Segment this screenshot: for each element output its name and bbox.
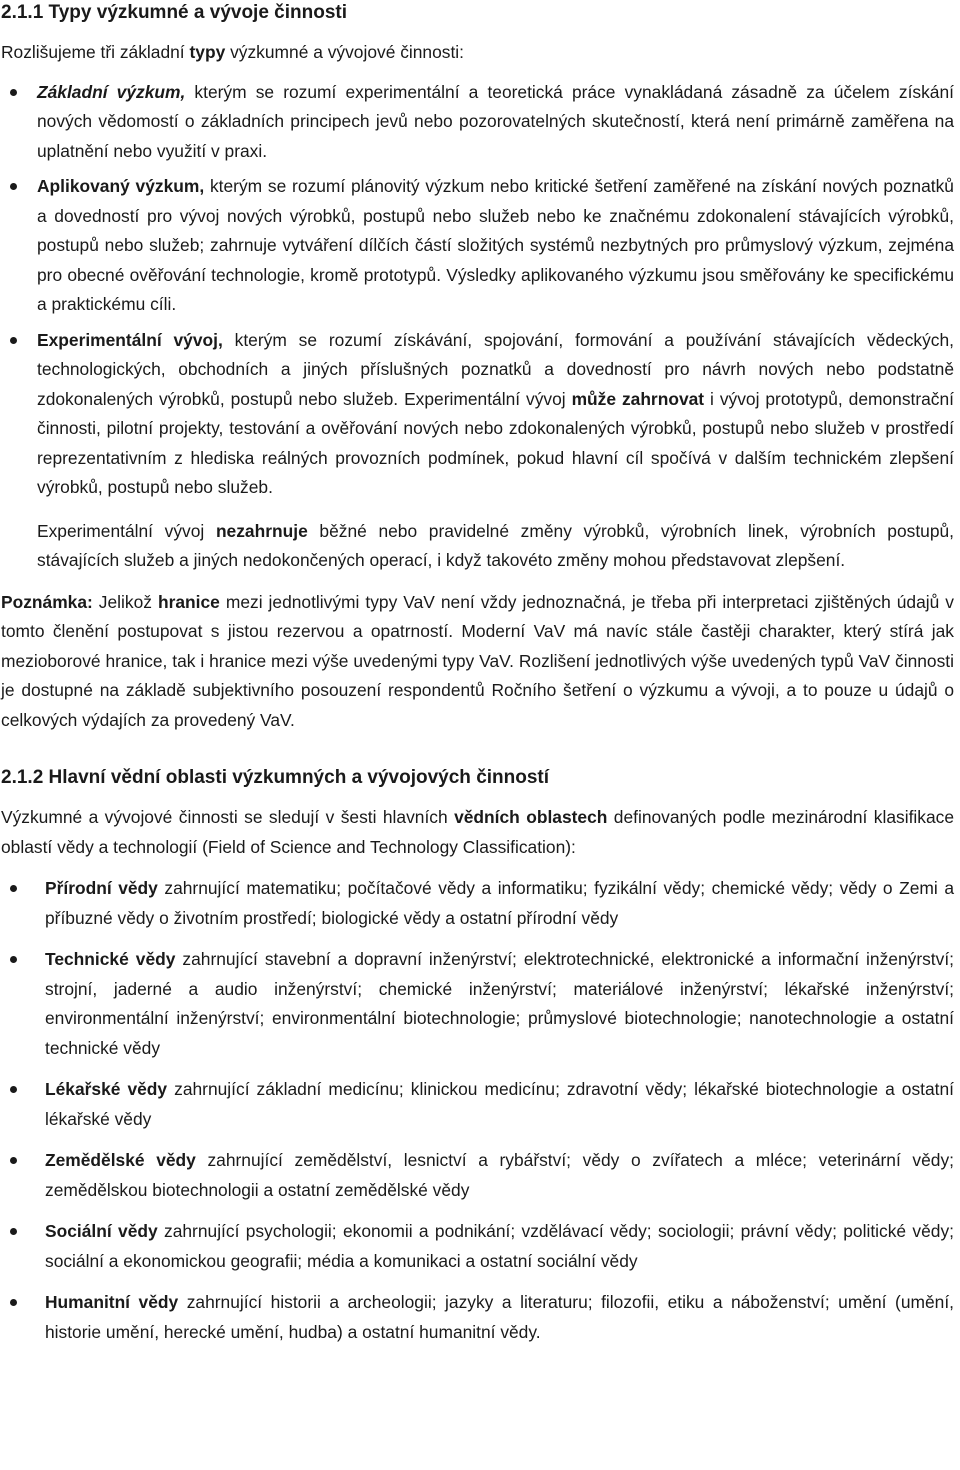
bullet-icon: [10, 183, 17, 190]
note-paragraph: Poznámka: Jelikož hranice mezi jednotlivými typy VaV není vždy jednoznačná, je třeba při interpretaci zjištěných údajů v tomto členění postupovat s jistou rezervou a opatrností. Moderní VaV má navíc stále častěji charakter, který stírá jak mezioborové hranice, tak i hranice mezi výše uvedenými typy VaV. Rozlišení jednotlivých výše uvedených typů VaV činnosti je dostupné na základě subjektivního posouzení respondentů Ročního šetření o výzkumu a vývoji, a to pouze u údajů o celkových výdajích za provedený VaV.: [1, 591, 954, 730]
bullet-icon: [10, 956, 17, 963]
list-item-experimental-development: Experimentální vývoj, kterým se rozumí získávání, spojování, formování a používání stávajících vědeckých, technologických, obchodních a jiných příslušných poznatků a dovedností pro návrh nových nebo podstatně zdokonalených výrobků, postupů nebo služeb. Experimentální vývoj může zahrnovat i vývoj prototypů, demonstrační činnosti, pilotní projekty, testování a ověřování nových nebo zdokonalených výrobků, postupů nebo služeb v prostředí reprezentativním z hlediska reálných provozních podmínek, pokud hlavní cíl spočívá v dalším technickém zlepšení výrobků, postupů nebo služeb.: [1, 326, 954, 503]
note-label: Poznámka:: [1, 591, 93, 612]
bullet-icon: [10, 1299, 17, 1306]
bullet-icon: [10, 885, 17, 892]
list-item-social-sciences: Sociální vědy zahrnující psychologii; ekonomii a podnikání; vzdělávací vědy; sociologii; právní vědy; politické vědy; sociální a ekonomickou geografii; média a komunikaci a ostatní sociální vědy: [1, 1217, 954, 1276]
section-heading-fields: 2.1.2 Hlavní vědní oblasti výzkumných a vývojových činností: [1, 767, 550, 788]
list-item-engineering: Technické vědy zahrnující stavební a dopravní inženýrství; elektrotechnické, elektronické a informační inženýrství; strojní, jaderné a audio inženýrství; chemické inženýrství; materiálové inženýrství; lékařské inženýrství; environmentální inženýrství; environmentální biotechnologie; průmyslové biotechnologie; nanotechnologie a ostatní technické vědy: [1, 945, 954, 1063]
exclusion-paragraph: Experimentální vývoj nezahrnuje běžné nebo pravidelné změny výrobků, výrobních linek, výrobních postupů, stávajících služeb a jiných nedokončených operací, i když takovéto změny mohou představovat zlepšení.: [37, 520, 955, 570]
section-intro: Výzkumné a vývojové činnosti se sledují v šesti hlavních vědních oblastech definovaných podle mezinárodní klasifikace oblastí vědy a technologií (Field of Science and Technology Classification):: [1, 807, 954, 857]
bullet-icon: [10, 1228, 17, 1235]
list-item-basic-research: Základní výzkum, kterým se rozumí experimentální a teoretická práce vynakládaná zásadně za účelem získání nových vědomostí o základních principech jevů nebo pozorovatelných skutečností, která není primárně zaměřena na uplatnění nebo využití v praxi.: [1, 78, 954, 167]
list-item-humanities: Humanitní vědy zahrnující historii a archeologii; jazyky a literaturu; filozofii, etiku a náboženství; umění (umění, historie umění, herecké umění, hudba) a ostatní humanitní vědy.: [1, 1288, 954, 1347]
list-item-natural-sciences: Přírodní vědy zahrnující matematiku; počítačové vědy a informatiku; fyzikální vědy; chemické vědy; vědy o Zemi a příbuzné vědy o životním prostředí; biologické vědy a ostatní přírodní vědy: [1, 874, 954, 933]
bullet-icon: [10, 89, 17, 96]
bullet-icon: [10, 1157, 17, 1164]
section-heading-types: 2.1.1 Typy výzkumné a vývoje činnosti: [1, 2, 348, 23]
list-item-medical-sciences: Lékařské vědy zahrnující základní medicínu; klinickou medicínu; zdravotní vědy; lékařské biotechnologie a ostatní lékařské vědy: [1, 1075, 954, 1134]
list-item-agricultural-sciences: Zemědělské vědy zahrnující zemědělství, lesnictví a rybářství; vědy o zvířatech a mléce; veterinární vědy; zemědělskou biotechnologii a ostatní zemědělské vědy: [1, 1146, 954, 1205]
bullet-icon: [10, 1086, 17, 1093]
bullet-icon: [10, 337, 17, 344]
science-fields-list: [1, 874, 954, 1347]
list-item-applied-research: Aplikovaný výzkum, kterým se rozumí plánovitý výzkum nebo kritické šetření zaměřené na získání nových poznatků a dovedností pro vývoj nových výrobků, postupů nebo služeb nebo ke značnému zdokonalení stávajících výrobků, postupů nebo služeb; zahrnuje vytváření dílčích částí složitých systémů nezbytných pro průmyslový výzkum, zejména pro obecné ověřování technologie, kromě prototypů. Výsledky aplikovaného výzkumu jsou směřovány ke specifickému a praktickému cíli.: [1, 172, 954, 320]
research-types-list: [1, 78, 954, 503]
section-intro: Rozlišujeme tři základní typy výzkumné a vývojové činnosti:: [1, 42, 464, 62]
